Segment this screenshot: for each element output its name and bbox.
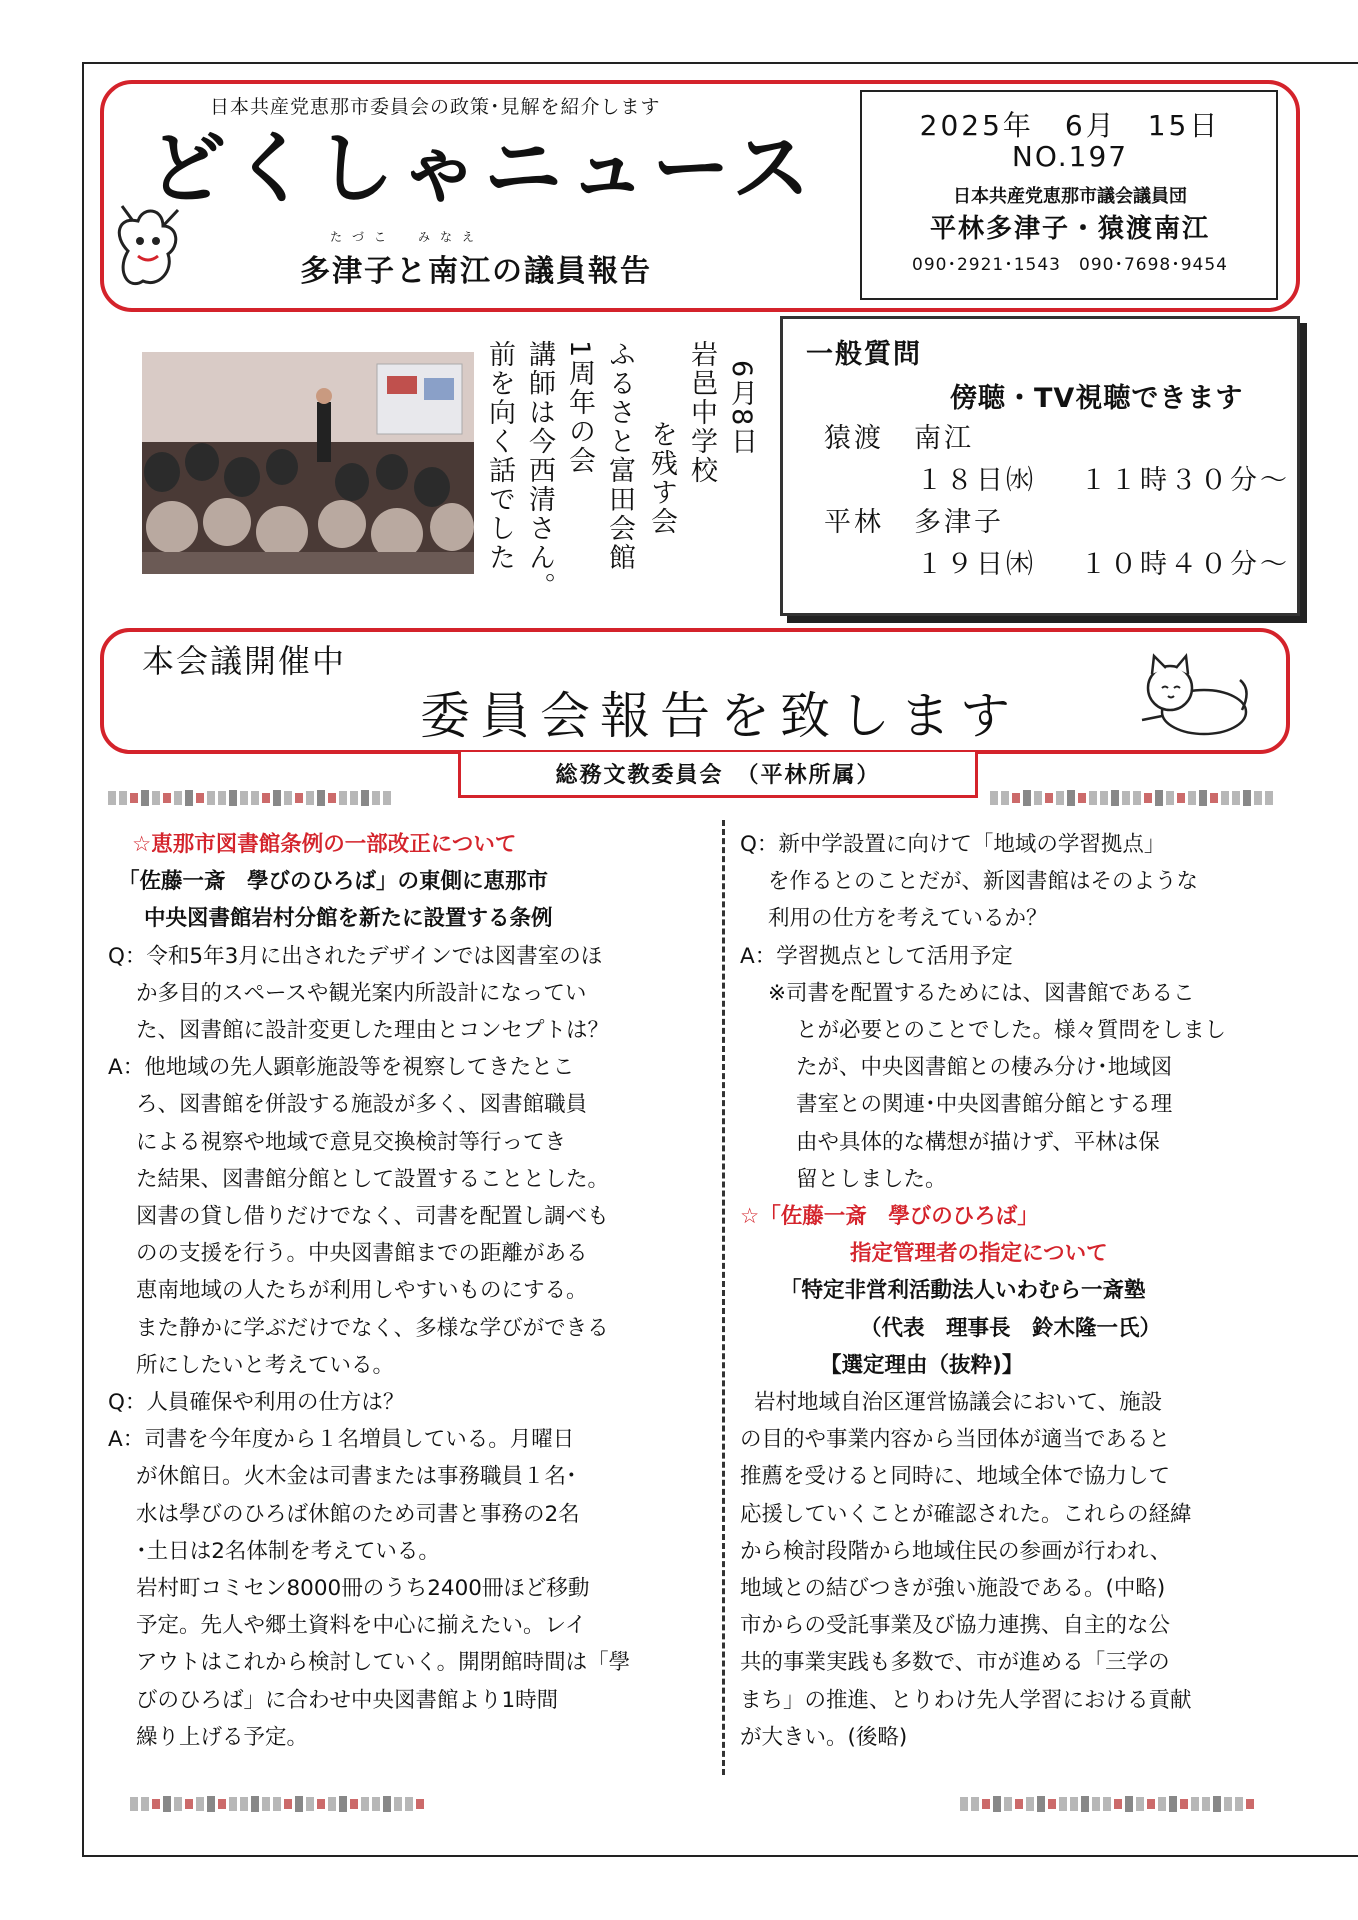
- article-line: 由や具体的な構想が描けず、平林は保: [796, 1129, 1160, 1155]
- viewing-note: 傍聴・TV視聴できます: [950, 383, 1244, 414]
- article-line: た結果、図書館分館として設置することとした。: [136, 1166, 610, 1192]
- article-line: 共的事業実践も多数で、市が進める「三学の: [740, 1650, 1170, 1676]
- article-line: ろ、図書館を併設する施設が多く、図書館職員: [136, 1092, 588, 1118]
- article-line: のの支援を行う。中央図書館までの距離がある: [136, 1241, 588, 1267]
- article-line: 地域との結びつきが強い施設である。(中略): [740, 1576, 1166, 1602]
- article-line: A：他地域の先人顕彰施設等を視察してきたとこ: [108, 1055, 575, 1081]
- speaker-2-name: 平林 多津子: [824, 507, 1004, 538]
- cat-illustration: [1132, 650, 1252, 740]
- org-representative: （代表 理事長 鈴木隆一氏）: [860, 1315, 1162, 1341]
- speaker-2-day: １９日㈭: [916, 549, 1036, 580]
- member-names: 平林多津子・猿渡南江: [929, 214, 1210, 244]
- article-line: 岩村地域自治区運営協議会において、施設: [754, 1390, 1163, 1416]
- article-line: を作るとのことだが、新図書館はそのような: [768, 869, 1199, 895]
- article-line: ※司書を配置するためには、図書館であるこ: [768, 980, 1195, 1006]
- article-line: たが、中央図書館との棲み分け･地域図: [796, 1055, 1173, 1081]
- selection-reason-label: 【選定理由（抜粋)】: [820, 1352, 1024, 1378]
- article-line: また静かに学ぶだけでなく、多様な学びができる: [136, 1315, 609, 1341]
- designated-org: 「特定非営利活動法人いわむら一斎塾: [780, 1278, 1146, 1304]
- speaker-2-time: １０時４０分～: [1080, 549, 1290, 580]
- speaker-1-day: １８日㈬: [916, 465, 1036, 496]
- article-line: びのひろば」に合わせ中央図書館より1時間: [136, 1687, 559, 1713]
- library-subtitle-2: 中央図書館岩村分館を新たに設置する条例: [144, 906, 553, 932]
- committee-label: 総務文教委員会 （平林所属）: [555, 763, 881, 788]
- decoration-stripe: [960, 1796, 1254, 1812]
- article-line: た、図書館に設計変更した理由とコンセプトは？: [136, 1018, 610, 1044]
- article-line: 所にしたいと考えている。: [136, 1352, 395, 1378]
- article-line: 予定。先人や郷土資料を中心に揃えたい。レイ: [136, 1613, 587, 1639]
- masthead-title: どくしゃニュース: [148, 124, 817, 214]
- caption-line-7: 前を向く話でした: [484, 340, 515, 572]
- column-divider: [722, 820, 725, 1775]
- article-line: 応援していくことが確認された。これらの経緯: [740, 1501, 1192, 1527]
- header-subtitle: 多津子と南江の議員報告: [300, 254, 652, 289]
- article-line: まち」の推進、とりわけ先人学習における貢献: [740, 1687, 1192, 1713]
- article-line: が休館日。火木金は司書または事務職員１名･: [136, 1464, 577, 1490]
- article-line: ･土日は2名体制を考えている。: [136, 1538, 440, 1564]
- article-line: アウトはこれから検討していく。開閉館時間は「學: [136, 1650, 631, 1676]
- article-line: か多目的スペースや観光案内所設計になってい: [136, 980, 587, 1006]
- name-ruby: たづこ みなえ: [330, 230, 485, 244]
- left-article: [108, 826, 708, 1756]
- party-group: 日本共産党恵那市議会議員団: [953, 186, 1187, 207]
- article-line: Q：新中学設置に向けて「地域の学習拠点」: [740, 832, 1166, 857]
- issue-date: 2025年 6月 15日: [919, 109, 1221, 142]
- library-subtitle-1: 「佐藤一斎 學びのひろば」の東側に恵那市: [118, 869, 549, 895]
- decoration-stripe: [130, 1796, 424, 1812]
- article-line: 書室との関連･中央図書館分館とする理: [796, 1092, 1173, 1118]
- article-line: Q：令和5年3月に出されたデザインでは図書室のほ: [108, 943, 603, 969]
- article-line: とが必要とのことでした。様々質問をしまし: [796, 1018, 1227, 1044]
- decoration-stripe: [108, 790, 391, 806]
- caption-line-6: 講師は今西清さん。: [524, 340, 555, 601]
- article-line: 恵南地域の人たちが利用しやすいものにする。: [136, 1278, 588, 1304]
- caption-line-5: 1周年の会: [564, 340, 595, 476]
- issue-number: NO.197: [1011, 140, 1129, 173]
- article-line: 岩村町コミセン8000冊のうち2400冊ほど移動: [136, 1576, 590, 1602]
- article-line: から検討段階から地域住民の参画が行われ、: [740, 1538, 1172, 1564]
- article-line: 水は學びのひろば休館のため司書と事務の2名: [136, 1501, 580, 1527]
- article-line: 図書の貸し借りだけでなく、司書を配置し調べも: [136, 1204, 609, 1230]
- manager-heading-1: ☆「佐藤一斎 學びのひろば」: [740, 1204, 1039, 1230]
- article-line: Q：人員確保や利用の仕方は？: [108, 1390, 405, 1416]
- general-question-title: 一般質問: [806, 339, 922, 370]
- phone-2: 090･7698･9454: [1079, 255, 1228, 275]
- speaker-1-time: １１時３０分～: [1080, 465, 1290, 496]
- article-line: の目的や事業内容から当団体が適当であると: [740, 1427, 1171, 1453]
- speaker-1-name: 猿渡 南江: [824, 423, 974, 454]
- event-photo: [142, 352, 474, 574]
- caption-line-1: 6月8日: [726, 360, 757, 457]
- article-line: 利用の仕方を考えているか？: [768, 906, 1048, 932]
- header-intro: 日本共産党恵那市委員会の政策･見解を紹介します: [210, 96, 661, 118]
- article-line: 留としました。: [796, 1166, 947, 1192]
- decoration-stripe: [990, 790, 1273, 806]
- article-line: 市からの受託事業及び協力連携、自主的な公: [740, 1613, 1171, 1639]
- banner-session: 本会議開催中: [142, 642, 347, 680]
- article-line: A：学習拠点として活用予定: [740, 943, 1013, 969]
- library-heading: ☆恵那市図書館条例の一部改正について: [132, 832, 517, 857]
- banner-title: 委員会報告を致します: [420, 687, 1020, 745]
- article-line: 推薦を受けると同時に、地域全体で協力して: [740, 1464, 1171, 1490]
- article-line: による視察や地域で意見交換検討等行ってき: [136, 1129, 567, 1155]
- manager-heading-2: 指定管理者の指定について: [850, 1241, 1108, 1267]
- article-line: A：司書を今年度から１名増員している。月曜日: [108, 1427, 575, 1453]
- phone-numbers: [880, 250, 1260, 275]
- article-line: が大きい。(後略): [740, 1724, 908, 1750]
- phone-1: 090･2921･1543: [912, 255, 1061, 275]
- article-line: 繰り上げる予定。: [136, 1724, 309, 1750]
- caption-line-4: ふるさと富田会館: [604, 340, 635, 572]
- right-article: [740, 826, 1300, 1756]
- caption-line-3: を残す会: [646, 420, 677, 536]
- caption-line-2: 岩邑中学校: [686, 340, 717, 485]
